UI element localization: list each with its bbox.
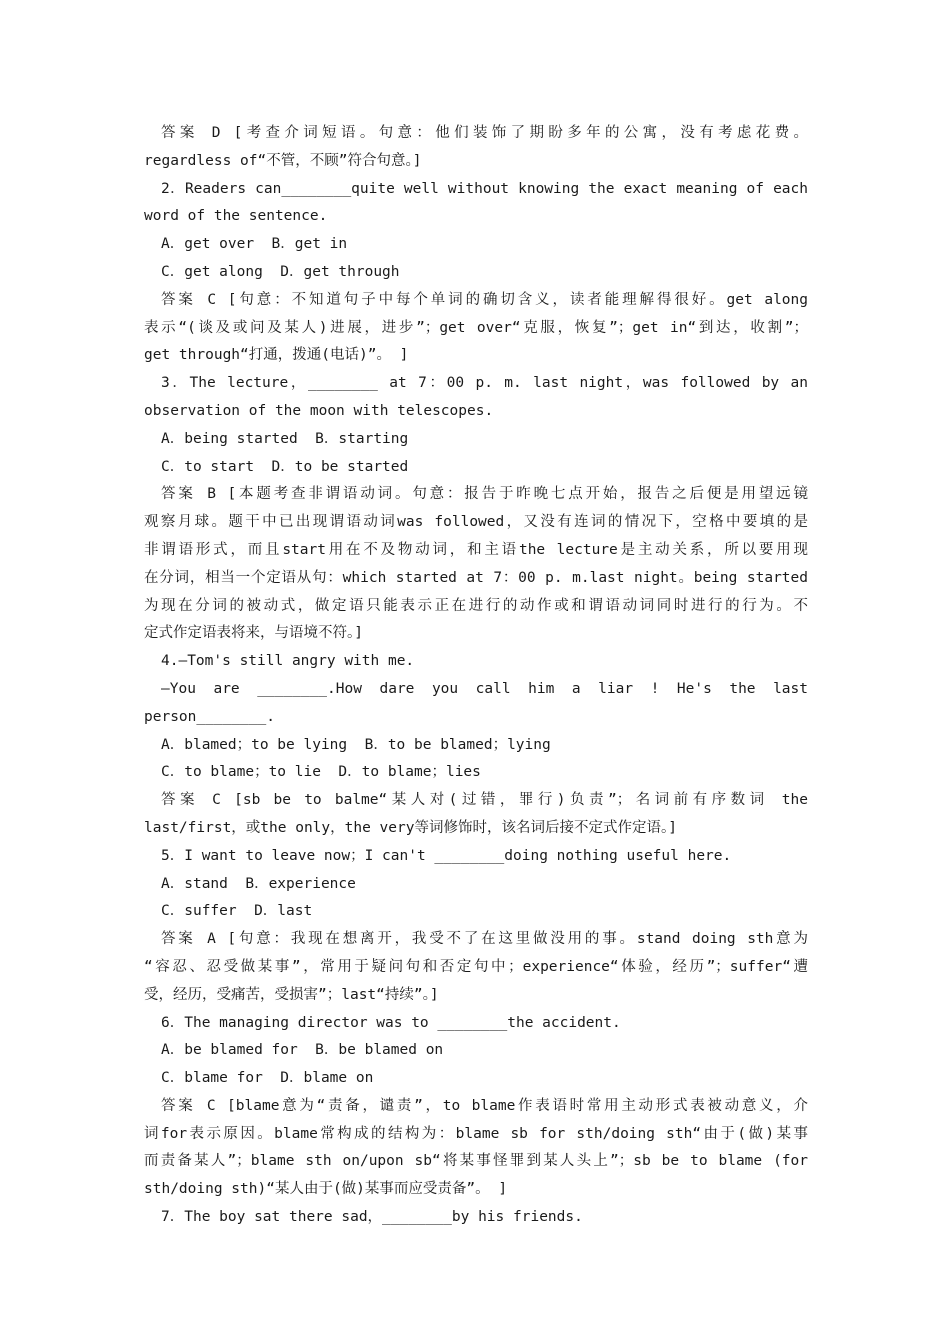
- text-line: get through“打通，拨通(电话)”。 ]: [144, 347, 409, 364]
- text-line: C．suffer D．last: [161, 903, 313, 920]
- text-line: 答案 D [考查介词短语。句意：他们装饰了期盼多年的公寓，没有考虑花费。: [161, 125, 808, 141]
- text-line: last/first，或the only，the very等词修饰时，该名词后接不定式作定语。]: [144, 819, 677, 836]
- text-line: 在分词，相当一个定语从句：which started at 7：00 p. m.last night。being started: [144, 569, 808, 586]
- text-line: C．to start D．to be started: [161, 458, 409, 475]
- text-line: 答案 A [句意：我现在想离开，我受不了在这里做没用的事。stand doing sth意为: [161, 931, 808, 948]
- text-line: sth/doing sth)“某人由于(做)某事而应受责备”。 ]: [144, 1181, 508, 1198]
- text-line: word of the sentence.: [144, 208, 328, 225]
- text-line: 词for表示原因。blame常构成的结构为：blame sb for sth/doing sth“由于(做)某事: [144, 1125, 808, 1142]
- text-line: 表示“(谈及或问及某人)进展，进步”；get over“克服，恢复”；get in“到达，收割”；: [144, 319, 808, 336]
- text-line: 3．The lecture，________ at 7：00 p. m. last night，was followed by an: [161, 375, 808, 392]
- text-line: A．blamed；to be lying B．to be blamed；lying: [161, 736, 551, 753]
- text-line: —You are ________.How dare you call him a liar ! He's the last: [161, 680, 808, 697]
- text-line: C．get along D．get through: [161, 263, 400, 280]
- text-line: 6．The managing director was to ________the accident.: [161, 1014, 621, 1031]
- text-line: person________.: [144, 708, 275, 725]
- text-line: 2．Readers can________quite well without knowing the exact meaning of each: [161, 180, 808, 197]
- text-line: “容忍、忍受做某事”，常用于疑问句和否定句中；experience“体验，经历”；suffer“遭: [144, 958, 808, 975]
- text-line: 5．I want to leave now；I can't ________doing nothing useful here.: [161, 847, 732, 864]
- text-line: A．stand B．experience: [161, 875, 356, 892]
- text-line: 受，经历，受痛苦，受损害”；last“持续”。]: [144, 986, 439, 1003]
- text-line: 答案 C [句意：不知道句子中每个单词的确切含义，读者能理解得很好。get along: [161, 291, 808, 308]
- text-line: 答案 B [本题考查非谓语动词。句意：报告于昨晚七点开始，报告之后便是用望远镜: [161, 486, 808, 503]
- text-line: 答案 C [sb be to balme“某人对(过错，罪行)负责”；名词前有序数词 the: [161, 792, 808, 809]
- text-line: observation of the moon with telescopes.: [144, 402, 494, 419]
- text-line: A．being started B．starting: [161, 430, 409, 447]
- text-line: regardless of“不管，不顾”符合句意。]: [144, 152, 422, 169]
- text-line: A．be blamed for B．be blamed on: [161, 1042, 444, 1059]
- text-line: 定式作定语表将来，与语境不符。]: [144, 625, 363, 642]
- text-line: 4.—Tom's still angry with me.: [161, 653, 415, 670]
- text-line: 观察月球。题干中已出现谓语动词was followed，又没有连词的情况下，空格中要填的是: [144, 514, 808, 531]
- text-line: 而责备某人”；blame sth on/upon sb“将某事怪罪到某人头上”；sb be to blame (for: [144, 1153, 808, 1170]
- text-line: 为现在分词的被动式，做定语只能表示正在进行的动作或和谓语动词同时进行的行为。不: [144, 597, 808, 614]
- text-line: 7．The boy sat there sad，________by his friends.: [161, 1209, 583, 1226]
- text-line: 非谓语形式，而且start用在不及物动词，和主语the lecture是主动关系，所以要用现: [144, 541, 808, 558]
- document-body: [144, 120, 808, 1232]
- text-line: 答案 C [blame意为“责备，谴责”，to blame作表语时常用主动形式表被动意义，介: [161, 1097, 808, 1114]
- text-line: A．get over B．get in: [161, 236, 348, 253]
- text-line: C．blame for D．blame on: [161, 1070, 374, 1087]
- text-line: C．to blame；to lie D．to blame；lies: [161, 764, 481, 781]
